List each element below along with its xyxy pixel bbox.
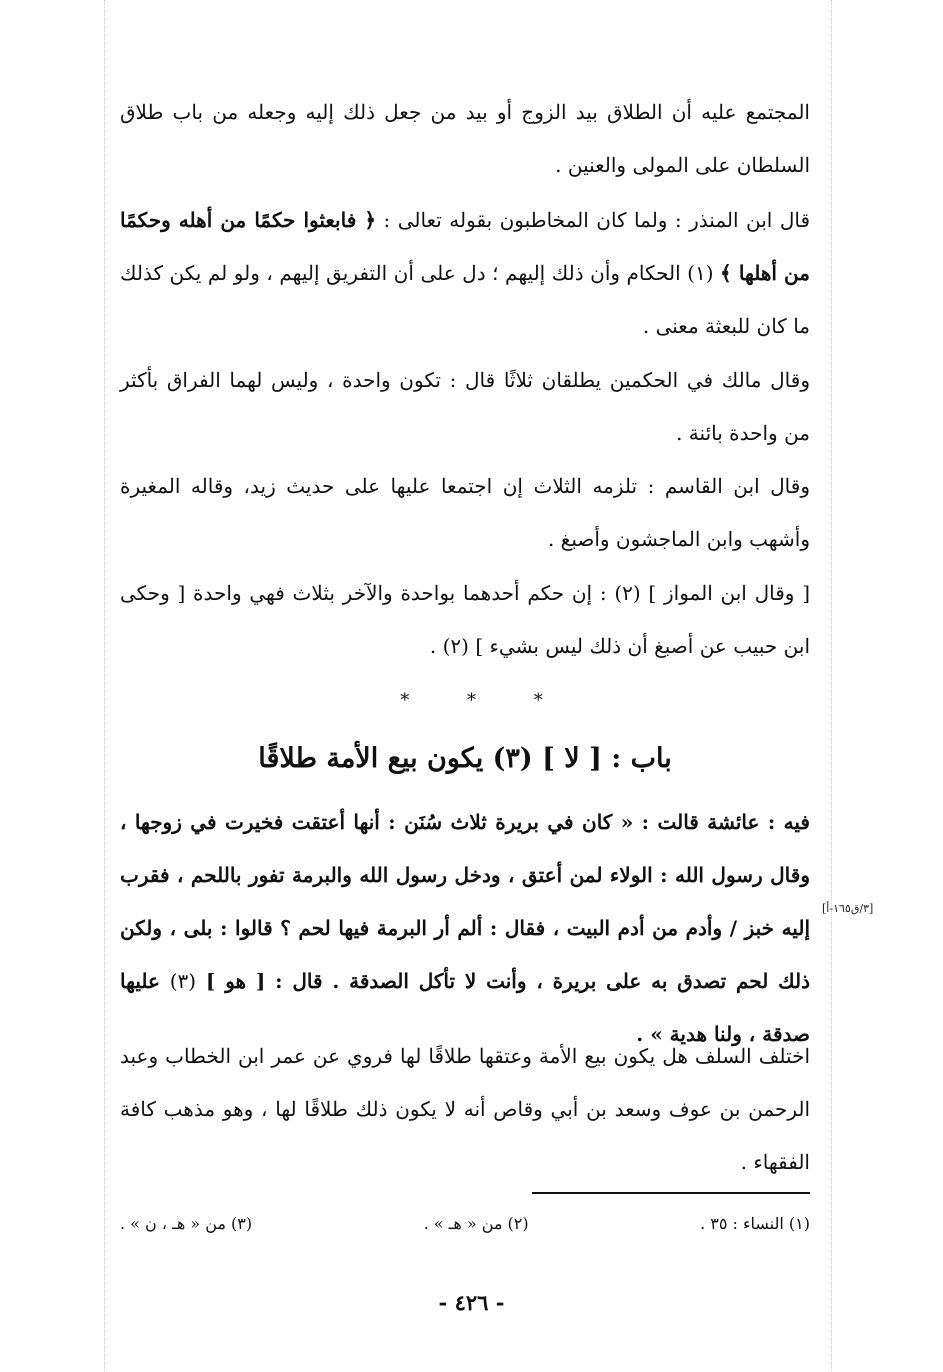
footnote-3: (٣) من « هـ ، ن » . [120,1214,253,1233]
paragraph-1-text: المجتمع عليه أن الطلاق بيد الزوج أو بيد من جعل ذلك إليه وجعله من باب طلاق السلطان على المولى والعنين . [120,100,810,177]
guide-line-left [104,0,105,1372]
footnote-rule [532,1192,810,1194]
hadith-text [120,796,810,1061]
manuscript-margin-note: [٣/ق١٦٥-أ] [822,902,874,915]
paragraph-4-text: وقال ابن القاسم : تلزمه الثلاث إن اجتمعا عليها على حديث زيد، وقاله المغيرة وأشهب وابن الماجشون وأصبغ . [120,474,810,551]
paragraph-2 [120,194,810,353]
guide-line-right [831,0,832,1372]
footnote-ref-1: (١) [680,261,721,285]
paragraph-7 [120,1030,810,1189]
hadith-text-a: فيه : عائشة قالت : « كان في بريرة ثلاث سُنَن : أنها أعتقت فخيرت في زوجها ، وقال رسول الله : الولاء لمن أعتق ، ودخل رسول الله والبرمة تفور باللحم ، فقرب إليه خبز / وأدم من أدم البيت ، فقال : ألم أر البرمة فيها لحم ؟ قالوا : بلى ، ولكن ذلك لحم تصدق به على بريرة ، وأنت لا تأكل الصدقة . قال : [ هو ] [120,810,810,993]
section-separator: * * * [400,690,543,711]
paragraph-3-text: وقال مالك في الحكمين يطلقان ثلاثًا قال : تكون واحدة ، وليس لهما الفراق بأكثر من واحدة بائنة . [120,368,810,445]
paragraph-7-text: اختلف السلف هل يكون بيع الأمة وعتقها طلاقًا لها فروي عن عمر ابن الخطاب وعبد الرحمن بن عوف وسعد بن أبي وقاص أنه لا يكون ذلك طلاقًا لها ، وهو مذهب كافة الفقهاء . [120,1044,810,1174]
paragraph-1 [120,86,810,192]
paragraph-2-text [120,194,810,353]
footnote-1: (١) النساء : ٣٥ . [700,1214,810,1233]
paragraph-5-text: [ وقال ابن المواز ] (٢) : إن حكم أحدهما بواحدة والآخر بثلاث فهي واحدة [ وحكى ابن حبيب عن أصبغ أن ذلك ليس بشيء ] (٢) . [120,581,810,658]
chapter-heading: باب : [ لا ] (٣) يكون بيع الأمة طلاقًا [258,743,672,774]
paragraph-2-end: الحكام وأن ذلك إليهم ؛ دل على أن التفريق إليهم ، ولو لم يكن كذلك ما كان للبعثة معنى . [120,261,810,338]
paragraph-3 [120,354,810,460]
paragraph-5 [120,567,810,673]
paragraph-4 [120,460,810,566]
paragraph-2-start: قال ابن المنذر : ولما كان المخاطبون بقوله تعالى : [376,208,811,232]
page-number: - ٤٢٦ - [438,1290,505,1315]
footnote-ref-3: (٣) [169,969,197,993]
hadith-paragraph [120,796,810,1061]
footnotes [120,1214,810,1233]
hadith-text-b: عليها صدقة ، ولنا هدية » . [120,969,810,1046]
footnote-2: (٢) من « هـ » . [423,1214,529,1233]
quran-quote: ﴿ فابعثوا حكمًا من أهله وحكمًا من أهلها ﴾ [120,208,810,285]
